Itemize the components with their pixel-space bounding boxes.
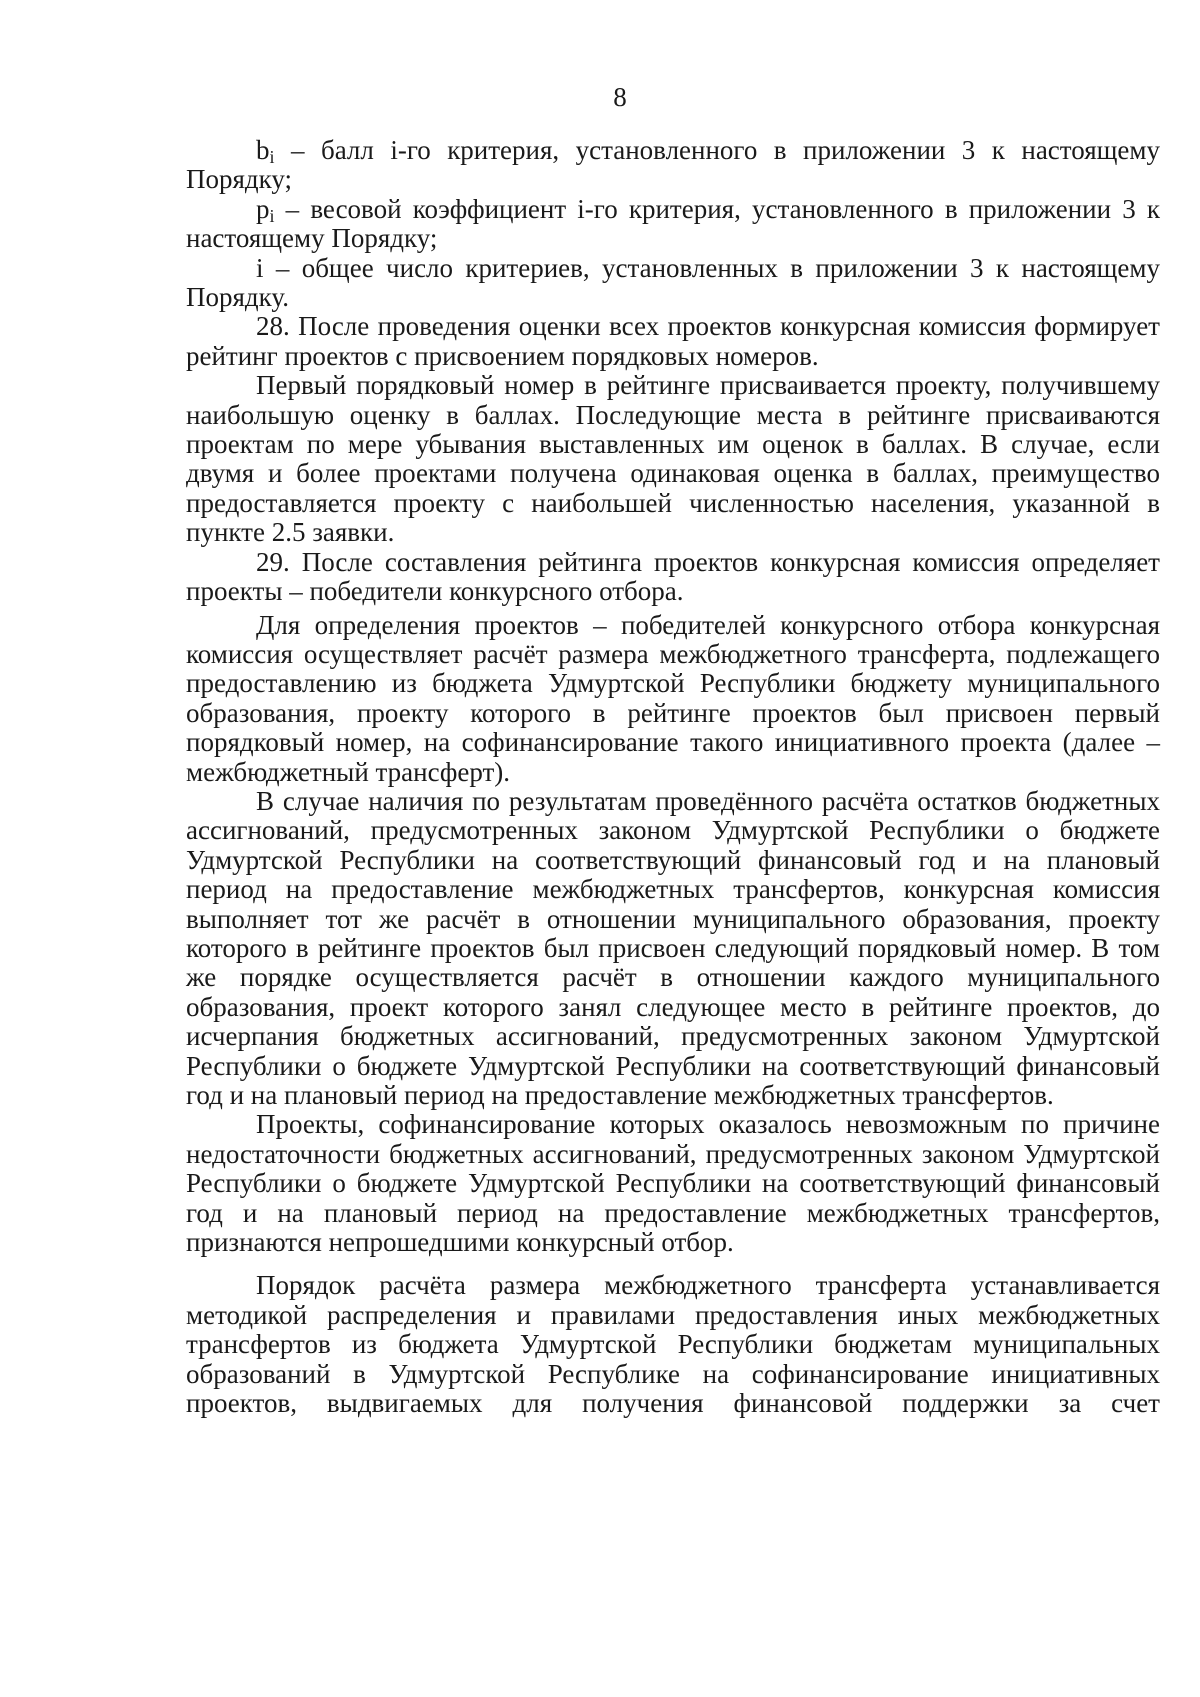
paragraph-failed-projects: Проекты, софинансирование которых оказалось невозможным по причине недостаточности бюджетных ассигнований, предусмотренных законом Удмуртской Республики о бюджете Удмуртской Республики на соответствующий финансовый год и на плановый период на предоставление межбюджетных трансфертов, признаются непрошедшими конкурсный отбор.: [186, 1109, 1160, 1258]
paragraph-rating-order: Первый порядковый номер в рейтинге присваивается проекту, получившему наибольшую оценку в баллах. Последующие места в рейтинге присваиваются проектам по мере убывания выставленных им оценок в баллах. В случае, если двумя и более проектами получена одинаковая оценка в баллах, преимущество предоставляется проекту с наибольшей численностью населения, указанной в пункте 2.5 заявки.: [186, 370, 1160, 548]
paragraph-calculation-procedure: Порядок расчёта размера межбюджетного трансферта устанавливается методикой распределения и правилами предоставления иных межбюджетных трансфертов из бюджета Удмуртской Республики бюджетам муниципальных образований в Удмуртской Республике на софинансирование инициативных проектов, выдвигаемых для получения финансовой поддержки за счет: [186, 1270, 1160, 1419]
paragraph-29: 29. После составления рейтинга проектов конкурсная комиссия определяет проекты – победители конкурсного отбора.: [186, 546, 1160, 607]
definition-b-i: [186, 136, 1160, 195]
symbol-b: b: [256, 135, 270, 165]
definition-i: i – общее число критериев, установленных в приложении 3 к настоящему Порядку.: [186, 252, 1160, 313]
page-number: 8: [613, 82, 627, 112]
definition-text: – весовой коэффициент i-го критерия, установленного в приложении 3 к настоящему Порядку;: [186, 193, 1160, 254]
document-body: [186, 136, 1160, 1418]
paragraph-28: 28. После проведения оценки всех проектов конкурсная комиссия формирует рейтинг проектов с присвоением порядковых номеров.: [186, 311, 1160, 371]
paragraph-transfer-calculation: Для определения проектов – победителей конкурсного отбора конкурсная комиссия осуществляет расчёт размера межбюджетного трансферта, подлежащего предоставлению из бюджета Удмуртской Республики бюджету муниципального образования, проекту которого в рейтинге проектов был присвоен первый порядковый номер, на софинансирование такого инициативного проекта (далее – межбюджетный трансферт).: [186, 609, 1160, 787]
symbol-p: p: [256, 193, 270, 224]
definition-p-i: [186, 195, 1160, 254]
paragraph-remaining-allocations: В случае наличия по результатам проведённого расчёта остатков бюджетных ассигнований, предусмотренных законом Удмуртской Республики о бюджете Удмуртской Республики на соответствующий финансовый год и на плановый период на предоставление межбюджетных трансфертов, конкурсная комиссия выполняет тот же расчёт в отношении муниципального образования, проекту которого в рейтинге проектов был присвоен следующий порядковый номер. В том же порядке осуществляется расчёт в отношении каждого муниципального образования, проект которого занял следующее место в рейтинге проектов, до исчерпания бюджетных ассигнований, предусмотренных законом Удмуртской Республики о бюджете Удмуртской Республики на соответствующий финансовый год и на плановый период на предоставление межбюджетных трансфертов.: [186, 785, 1160, 1110]
subscript-i: i: [269, 147, 275, 167]
subscript-i: i: [269, 205, 275, 226]
definition-text: – балл i-го критерия, установленного в приложении 3 к настоящему Порядку;: [186, 135, 1160, 195]
